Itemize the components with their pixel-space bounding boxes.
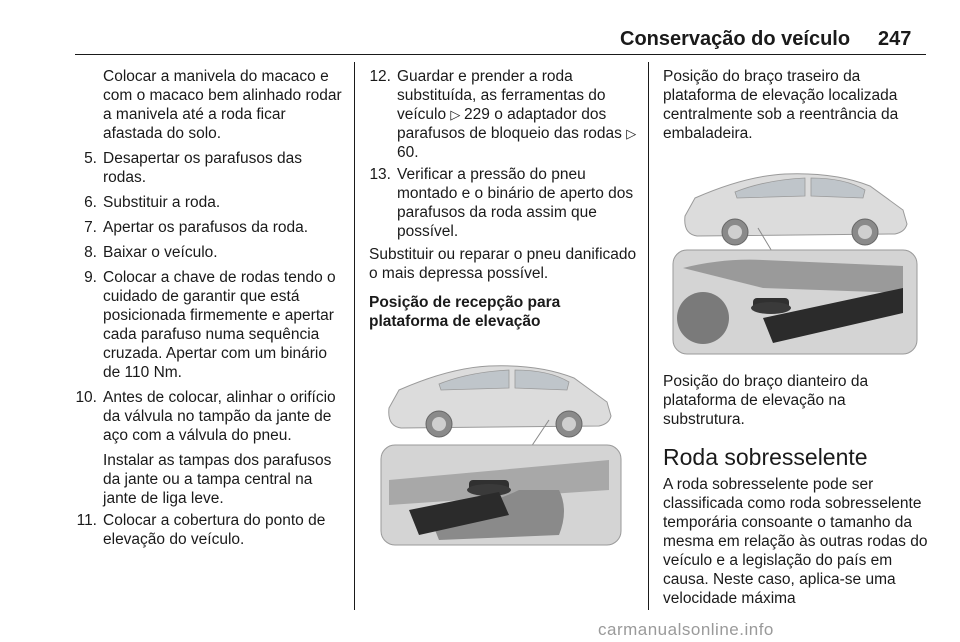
- item-10-continuation: Instalar as tampas dos parafusos da jante ou a tampa central na jante de liga leve.: [103, 452, 332, 507]
- list-number: 8.: [84, 244, 97, 261]
- column-divider-left: [354, 62, 355, 610]
- page-number: 247: [878, 28, 912, 50]
- front-arm-caption: Posição do braço dianteiro da plataforma de elevação na substrutura.: [663, 373, 869, 428]
- column-1: [75, 67, 347, 552]
- column-divider-right: [648, 62, 649, 610]
- list-text: Apertar os parafusos da roda.: [103, 219, 309, 236]
- car-illustration: [389, 366, 611, 437]
- header-rule: [75, 54, 926, 55]
- rear-arm-caption: Posição do braço traseiro da plataforma de elevação localizada centralmente sob a reentrância da embaladeira.: [663, 68, 899, 142]
- page-ref-229[interactable]: 229: [464, 106, 490, 123]
- list-number: 12.: [369, 68, 391, 85]
- list-text: Desapertar os parafusos das rodas.: [103, 150, 303, 186]
- page-header-title: Conservação do veículo: [620, 28, 851, 50]
- list-number: 11.: [76, 512, 97, 529]
- list-number: 10.: [75, 389, 97, 406]
- list-text: Baixar o veículo.: [103, 244, 218, 261]
- list-item-6: [75, 193, 347, 212]
- replace-tyre-paragraph: Substituir ou reparar o pneu danificado o mais depressa possível.: [369, 246, 637, 282]
- list-text-b: o adaptador dos parafusos de bloqueio das rodas: [397, 106, 627, 142]
- list-text: Substituir a roda.: [103, 194, 221, 211]
- lift-position-subheading: Posição de recepção para plataforma de elevação: [369, 294, 561, 330]
- list-item-8: [75, 243, 347, 262]
- spare-wheel-heading: Roda sobresselente: [663, 444, 868, 470]
- rear-lift-figure: [369, 340, 629, 550]
- arrow-ref-icon: ▷: [626, 126, 637, 141]
- list-text: Verificar a pressão do pneu montado e o binário de aperto dos parafusos da roda assim que possível.: [397, 166, 634, 240]
- list-text: Antes de colocar, alinhar o orifício da válvula no tampão da jante de aço com a válvula do pneu.: [103, 389, 336, 444]
- car-illustration: [685, 174, 907, 245]
- front-lift-figure: [663, 148, 925, 358]
- column-2: [369, 67, 641, 331]
- page-ref-60[interactable]: 60: [397, 144, 415, 161]
- list-number: 9.: [84, 269, 97, 286]
- list-item-12: [369, 67, 641, 162]
- lead-paragraph: Colocar a manivela do macaco e com o macaco bem alinhado rodar a manivela até a roda ficar afastada do solo.: [103, 68, 342, 142]
- arrow-ref-icon: ▷: [450, 107, 465, 122]
- list-text: Colocar a cobertura do ponto de elevação do veículo.: [103, 512, 326, 548]
- list-number: 5.: [84, 150, 97, 167]
- list-text: Colocar a chave de rodas tendo o cuidado de garantir que está posicionada firmemente e apertar cada parafuso numa sequência cruzada. Apertar com um binário de 110 Nm.: [103, 269, 336, 381]
- list-item-10: [75, 388, 347, 445]
- list-text-a: Guardar e prender a roda substituída, as ferramentas do veículo: [397, 68, 606, 123]
- list-item-5: [75, 149, 347, 187]
- list-number: 6.: [84, 194, 97, 211]
- list-item-9: [75, 268, 347, 382]
- list-item-11: [75, 511, 347, 549]
- list-item-13: [369, 165, 641, 241]
- spare-wheel-body: A roda sobresselente pode ser classificada como roda sobresselente temporária consoante o tamanho da mesma em relação às outras rodas do veículo e a legislação do país em causa. Neste caso, aplica-se uma velocidade máxima: [663, 476, 928, 607]
- column-3: [663, 67, 928, 146]
- list-number: 7.: [84, 219, 97, 236]
- watermark: carmanualsonline.info: [598, 620, 774, 639]
- list-text-c: .: [414, 144, 419, 161]
- column-3-lower: [663, 372, 928, 611]
- list-item-7: [75, 218, 347, 237]
- list-number: 13.: [369, 166, 391, 183]
